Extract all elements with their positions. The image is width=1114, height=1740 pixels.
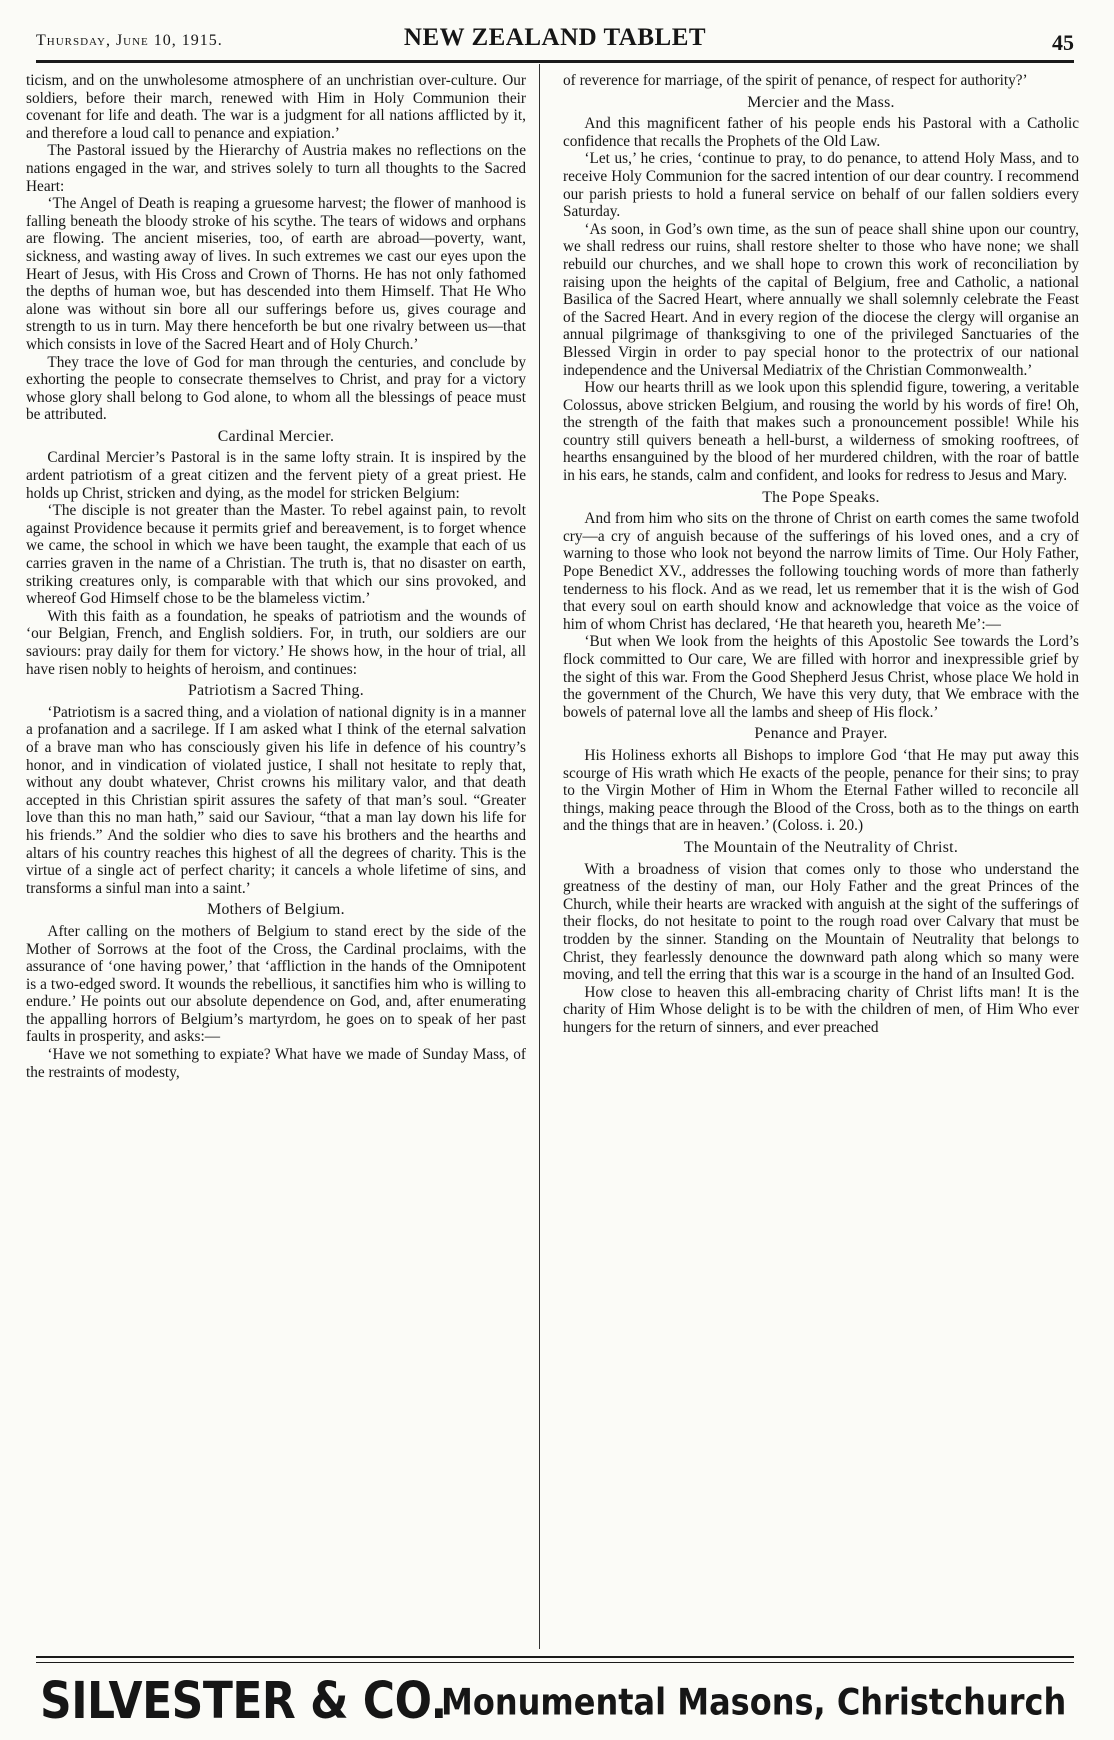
newspaper-title: NEW ZEALAND TABLET bbox=[403, 24, 707, 51]
paragraph: of reverence for marriage, of the spirit of penance, of respect for authority?’ bbox=[563, 72, 1028, 89]
header-rule bbox=[36, 60, 1074, 63]
masthead bbox=[36, 20, 1074, 56]
issue-date: Thursday, June 10, 1915. bbox=[36, 32, 223, 49]
section-heading: Patriotism a Sacred Thing. bbox=[188, 682, 364, 700]
page-number: 45 bbox=[1052, 30, 1074, 55]
paragraph: ‘The disciple is not greater than the Master. To rebel against pain, to revolt against Providence because it permits grief and bereavement, is to forget whence we came, the school in which we have been taught, the example that each of us carries graven in the name of a Christian. The truth is, that no disaster on earth, striking creatures only, is comparable with that which our sins provoked, and whereof God Himself chose to be the blameless victim.’ bbox=[26, 502, 526, 608]
paragraph: They trace the love of God for man through the centuries, and conclude by exhorting the people to consecrate themselves to Christ, and pray for a victory whose glory shall belong to God alone, to whom all the blessings of peace must be attributed. bbox=[26, 353, 526, 424]
paragraph: ‘Let us,’ he cries, ‘continue to pray, to do penance, to attend Holy Mass, and to receive Holy Communion for the sacred intention of our dear country. I recommend our parish priests to hold a funeral service on behalf of our fallen soldiers every Saturday. bbox=[563, 150, 1079, 221]
paragraph: ‘Have we not something to expiate? What have we made of Sunday Mass, of the restraints of modesty, bbox=[26, 1046, 526, 1081]
paragraph: ‘The Angel of Death is reaping a gruesome harvest; the flower of manhood is falling beneath the bloody stroke of his scythe. The tears of widows and orphans are flowing. The ancient miseries, too, of earth are abroad—poverty, want, sickness, and wasting away of lives. In such extremes we cast our eyes upon the Heart of Jesus, with His Cross and Crown of Thorns. He has not only fathomed the depths of human woe, but has descended into them Himself. That He Who alone was without sin bore all our sufferings before us, gives courage and strength to us in turn. May there henceforth be but one rivalry between us—that which consists in love of the Sacred Heart and of Holy Church.’ bbox=[26, 195, 526, 353]
section-heading: Mercier and the Mass. bbox=[747, 93, 895, 111]
paragraph: Cardinal Mercier’s Pastoral is in the same lofty strain. It is inspired by the ardent patriotism of a great citizen and the fervent piety of a great priest. He holds up Christ, stricken and dying, as the model for stricken Belgium: bbox=[26, 449, 526, 502]
section-heading: Cardinal Mercier. bbox=[217, 427, 335, 445]
left-column bbox=[26, 72, 526, 1642]
section-heading: The Pope Speaks. bbox=[762, 488, 880, 506]
advert-firm-name: SILVESTER & CO. bbox=[40, 1672, 447, 1731]
paragraph: ‘Patriotism is a sacred thing, and a violation of national dignity is in a manner a profanation and a sacrilege. If I am asked what I think of the eternal salvation of a brave man who has consciously given his life in defence of his country’s honor, and in vindication of violated justice, I shall not hesitate to reply that, without any doubt whatever, Christ crowns his military valor, and that death accepted in this Christian spirit assures the safety of that man’s soul. “Greater love than this no man hath,” said our Saviour, “that a man lay down his life for his friends.” And the soldier who dies to save his brothers and the hearths and altars of his country reaches this highest of all the degrees of charity. This is the virtue of a single act of perfect charity; it cancels a whole lifetime of sins, and transforms a sinful man into a saint.’ bbox=[26, 703, 526, 897]
paragraph: And from him who sits on the throne of Christ on earth comes the same twofold cry—a cry of anguish because of the sufferings of his loved ones, and a cry of warning to those who look not beyond the narrow limits of Time. Our Holy Father, Pope Benedict XV., addresses the following touching words of more than fatherly tenderness to his flock. And as we read, let us remember that it is the wish of God that every soul on earth should know and acknowledge that voice as the voice of him of whom Christ has declared, ‘He that heareth you, heareth Me’:— bbox=[563, 510, 1079, 633]
paragraph: And this magnificent father of his people ends his Pastoral with a Catholic confidence that recalls the Prophets of the Old Law. bbox=[563, 115, 1079, 150]
paragraph: How close to heaven this all-embracing charity of Christ lifts man! It is the charity of Him Whose delight is to be with the children of men, of Him Who ever hungers for the return of sinners, and ever preached bbox=[563, 983, 1079, 1036]
paragraph: ticism, and on the unwholesome atmosphere of an unchristian over-culture. Our soldiers, before their march, renewed with Him in Holy Communion their covenant for life and death. The war is a judgment for all nations afflicted by it, and therefore a loud call to penance and expiation.’ bbox=[26, 72, 526, 142]
column-divider bbox=[539, 64, 540, 1649]
paragraph: With this faith as a foundation, he speaks of patriotism and the wounds of ‘our Belgian, French, and English soldiers. For, in truth, our soldiers are our saviours: pray daily for them for victory.’ He shows how, in the hour of trial, all have risen nobly to heights of heroism, and continues: bbox=[26, 607, 526, 678]
paragraph: ‘But when We look from the heights of this Apostolic See towards the Lord’s flock committed to Our care, We are filled with horror and inexpressible grief by the sight of this war. From the Good Shepherd Jesus Christ, whose place We hold in the government of the Church, We have this very duty, that We embrace with the bowels of paternal love all the lambs and sheep of His flock.’ bbox=[563, 633, 1079, 721]
footer-rule bbox=[36, 1656, 1074, 1658]
paragraph: After calling on the mothers of Belgium to stand erect by the side of the Mother of Sorrows at the foot of the Cross, the Cardinal proclaims, with the assurance of ‘one having power,’ that ‘affliction in the hands of the Omnipotent is a two-edged sword. It wounds the rebellious, it sanctifies him who is willing to endure.’ He points out our absolute dependence on God, and, after enumerating the appalling horrors of Belgium’s martyrdom, he goes on to speak of her past faults in prosperity, and asks:— bbox=[26, 922, 526, 1046]
paragraph: His Holiness exhorts all Bishops to implore God ‘that He may put away this scourge of His wrath which He exacts of the people, penance for their sins; to pray to the Virgin Mother of Him in Whom the Eternal Father willed to reconcile all things, making peace through the Blood of the Cross, both as to the things on earth and the things that are in heaven.’ (Coloss. i. 20.) bbox=[563, 746, 1079, 835]
paragraph: ‘As soon, in God’s own time, as the sun of peace shall shine upon our country, we shall redress our ruins, shall restore shelter to those who have none; we shall rebuild our churches, and we shall hope to crown this work of reconciliation by raising upon the heights of the capital of Belgium, free and Catholic, a national Basilica of the Sacred Heart, where annually we shall solemnly celebrate the Feast of the Sacred Heart. And in every region of the diocese the clergy will organise an annual pilgrimage of thanksgiving to one of the privileged Sanctuaries of the Blessed Virgin in order to pay special honor to the protectrix of our national independence and the Universal Mediatrix of the Christian Commonwealth.’ bbox=[563, 220, 1079, 379]
advert-trade-line: Monumental Masons, Christchurch bbox=[441, 1680, 1067, 1724]
section-heading: Mothers of Belgium. bbox=[207, 901, 345, 919]
footer-rule-thin bbox=[36, 1662, 1074, 1663]
section-heading: Penance and Prayer. bbox=[754, 725, 888, 743]
paragraph: With a broadness of vision that comes only to those who understand the greatness of the destiny of man, our Holy Father and the great Princes of the Church, while their hearts are wracked with anguish at the sight of the sufferings of their flocks, do not hesitate to point to the rough road over Calvary that must be trodden by the sinner. Standing on the Mountain of Neutrality that belongs to Christ, they fearlessly denounce the downward path along which so many were moving, and tell the erring that this war is a scourge in the hand of an Insulted God. bbox=[563, 860, 1079, 984]
right-column bbox=[563, 72, 1079, 1642]
advertisement bbox=[36, 1672, 1074, 1731]
paragraph: How our hearts thrill as we look upon this splendid figure, towering, a veritable Colossus, above stricken Belgium, and rousing the world by his words of fire! Oh, the strength of the faith that makes such a pronouncement possible! While his country still quivers beneath a hell-burst, a wilderness of smoking rooftrees, of hearths ensanguined by the blood of her murdered children, with the roar of battle in his ears, he stands, calm and confident, and looks for redress to Jesus and Mary. bbox=[563, 379, 1079, 485]
section-heading: The Mountain of the Neutrality of Christ. bbox=[683, 838, 959, 856]
paragraph: The Pastoral issued by the Hierarchy of Austria makes no reflections on the nations engaged in the war, and strives solely to turn all thoughts to the Sacred Heart: bbox=[26, 142, 526, 195]
